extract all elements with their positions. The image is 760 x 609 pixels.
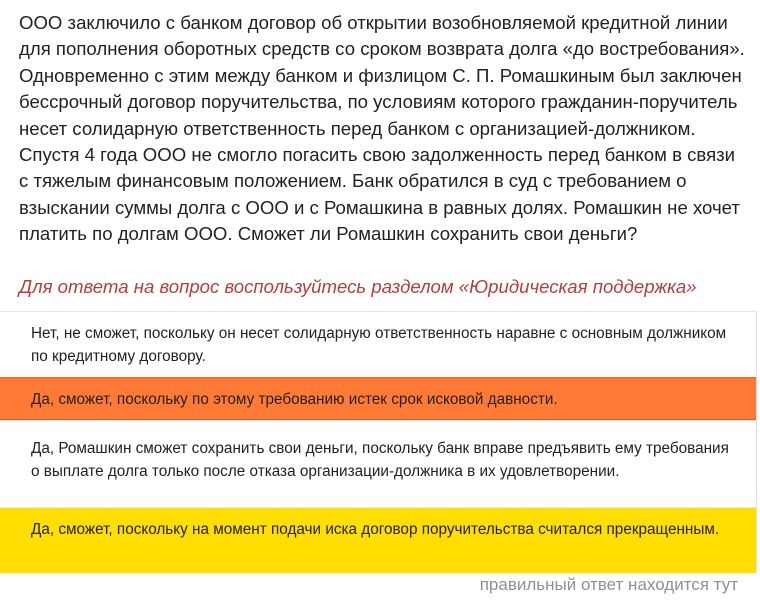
answer-option-4[interactable] <box>0 507 756 573</box>
answer-option-1[interactable] <box>0 311 756 377</box>
answer-option-3[interactable] <box>0 420 756 507</box>
answer-option-2[interactable] <box>0 377 756 420</box>
answer-list <box>0 311 757 573</box>
answer-option-label: Да, сможет, поскольку на момент подачи иска договор поручительства считался прекращенным. <box>31 521 720 538</box>
question-text: ООО заключило с банком договор об открытии возобновляемой кредитной линии для пополнения оборотных средств со сроком возврата долга «до востребования». Одновременно с этим между банком и физлицом С. П. Ромашкиным был заключен бессрочный договор поручительства, по условиям которого гражданин-поручитель несет солидарную ответственность перед банком с организацией-должником. Спустя 4 года ООО не смогло погасить свою задолженность перед банком в связи с тяжелым финансовым положением. Банк обратился в суд с требованием о взыскании суммы долга с ООО и с Ромашкина в равных долях. Ромашкин не хочет платить по долгам ООО. Сможет ли Ромашкин сохранить свои деньги? <box>19 12 745 245</box>
correct-answer-note: правильный ответ находится тут <box>479 575 738 594</box>
answer-option-label: Нет, не сможет, поскольку он несет солидарную ответственность наравне с основным должником по кредитному договору. <box>31 325 727 365</box>
hint-text: Для ответа на вопрос воспользуйтесь разделом «Юридическая поддержка» <box>19 276 697 297</box>
answer-option-label: Да, Ромашкин сможет сохранить свои деньги, поскольку банк вправе предъявить ему требования о выплате долга только после отказа организации-должника в их удовлетворении. <box>31 440 729 480</box>
answer-option-label: Да, сможет, поскольку по этому требованию истек срок исковой давности. <box>31 391 558 408</box>
